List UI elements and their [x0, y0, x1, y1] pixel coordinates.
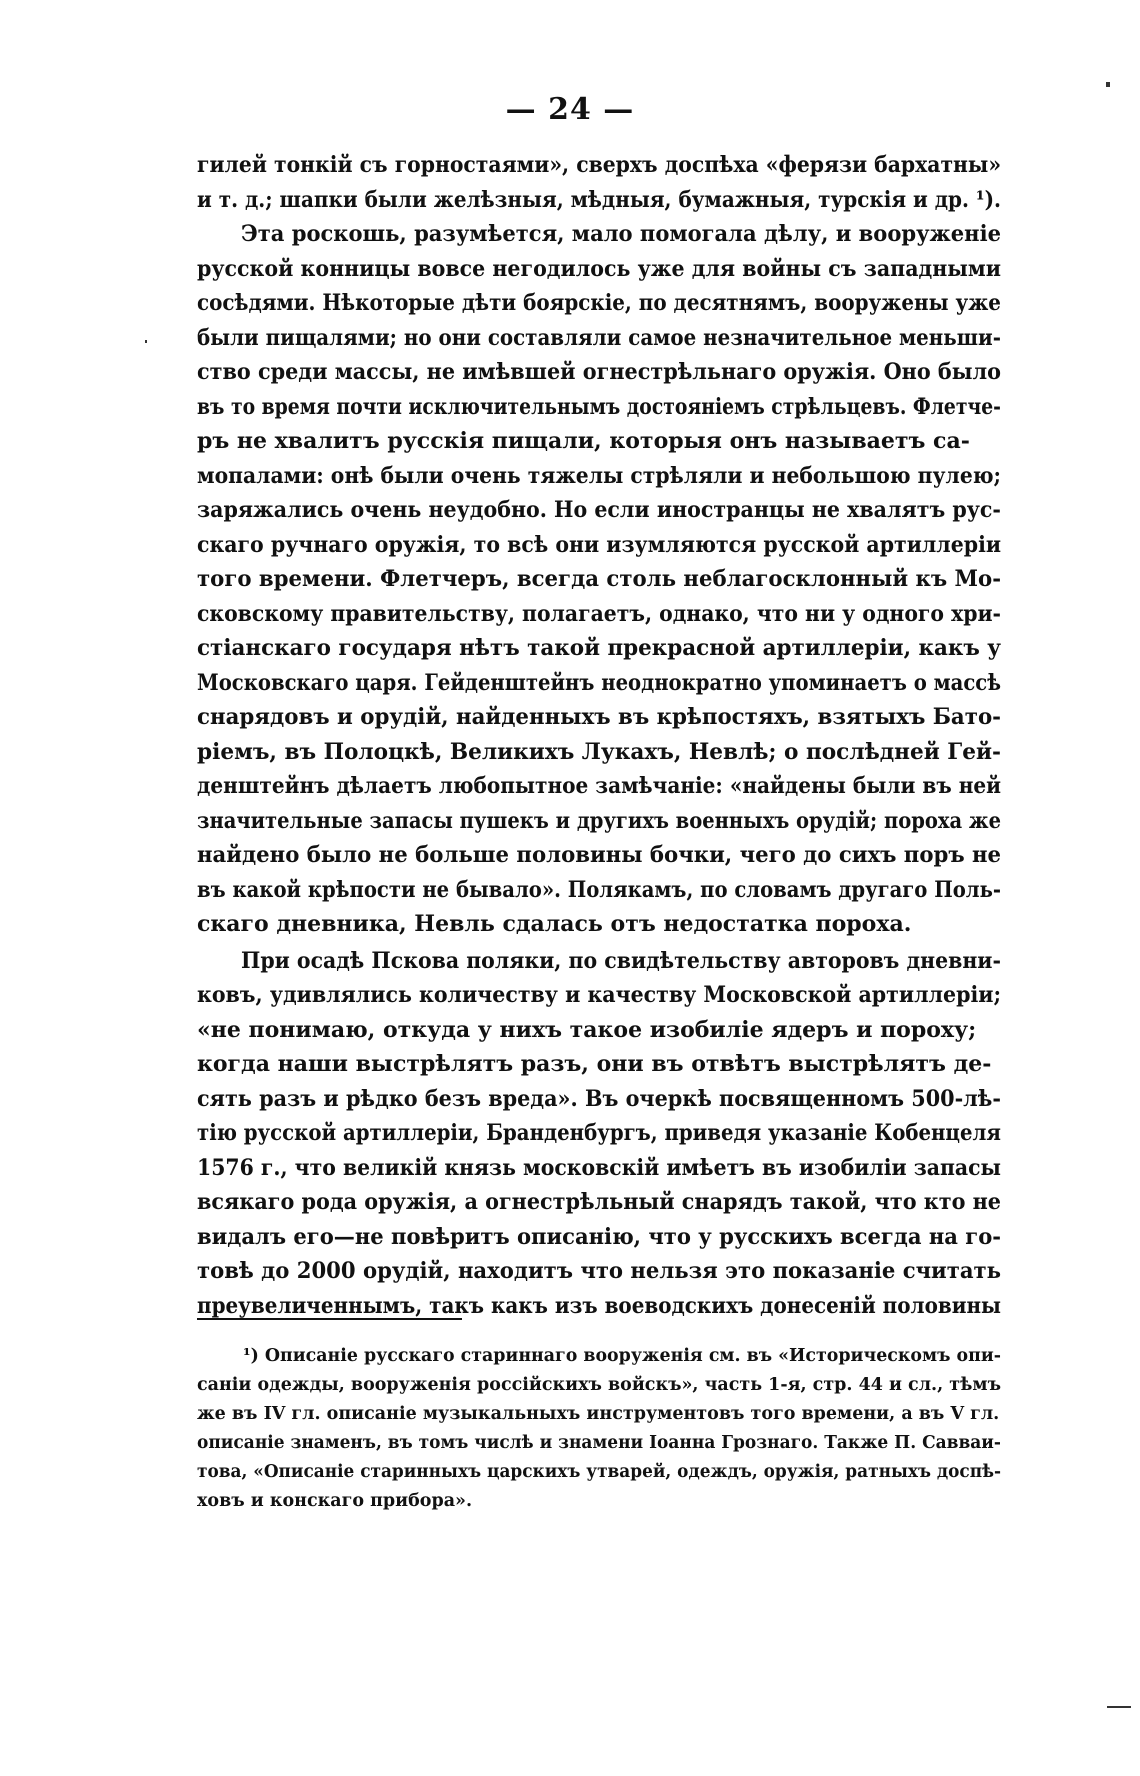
text-line: видалъ его—не повѣритъ описанію, что у русскихъ всегда на го- — [197, 1223, 1001, 1250]
text-line: когда наши выстрѣлятъ разъ, они въ отвѣтъ выстрѣлятъ де- — [197, 1051, 992, 1077]
text-line: заряжались очень неудобно. Но если иностранцы не хвалятъ рус- — [197, 497, 1001, 523]
text-line: тію русской артиллеріи, Бранденбургъ, приведя указаніе Кобенцеля — [197, 1120, 1001, 1146]
text-line: ковъ, удивлялись количеству и качеству Московской артиллеріи; — [197, 982, 1001, 1008]
footnote-line: това, «Описаніе старинныхъ царскихъ утварей, одеждъ, оружія, ратныхъ доспѣ- — [197, 1462, 1001, 1482]
text-line: сковскому правительству, полагаетъ, однако, что ни у одного хри- — [197, 600, 1001, 627]
scan-speck — [1106, 82, 1110, 87]
footnote-separator — [197, 1318, 462, 1320]
text-line: и т. д.; шапки были желѣзныя, мѣдныя, бумажныя, турскія и др. ¹). — [197, 186, 1001, 213]
text-line: снарядовъ и орудій, найденныхъ въ крѣпостяхъ, взятыхъ Бато- — [197, 704, 1001, 730]
text-line: денштейнъ дѣлаетъ любопытное замѣчаніе: «найдены были въ ней — [197, 773, 1001, 799]
text-line: всякаго рода оружія, а огнестрѣльный снарядъ такой, что кто не — [197, 1189, 1001, 1215]
paragraph-start-line: При осадѣ Пскова поляки, по свидѣтельству авторовъ дневни- — [241, 947, 1001, 974]
text-line: въ то время почти исключительнымъ достояніемъ стрѣльцевъ. Флетче- — [197, 393, 1001, 420]
text-line: русской конницы вовсе негодилось уже для войны съ западными — [197, 255, 1001, 282]
text-line: значительные запасы пушекъ и другихъ военныхъ орудій; пороха же — [197, 807, 1001, 834]
footnote-line: ховъ и конскаго прибора». — [197, 1491, 473, 1511]
page-number: — 24 — — [505, 92, 635, 127]
paragraph-start-line: Эта роскошь, разумѣется, мало помогала дѣлу, и вооруженіе — [241, 221, 1001, 247]
body-text — [197, 148, 1001, 1323]
text-line: того времени. Флетчеръ, всегда столь неблагосклонный къ Мо- — [197, 566, 1001, 592]
text-line: сять разъ и рѣдко безъ вреда». Въ очеркѣ посвященномъ 500-лѣ- — [197, 1085, 1001, 1112]
footnote-line: описаніе знаменъ, въ томъ числѣ и знамени Іоанна Грознаго. Также П. Савваи- — [197, 1433, 1001, 1453]
text-line: найдено было не больше половины бочки, чего до сихъ поръ не — [197, 842, 1001, 868]
text-line: скаго ручнаго оружія, то всѣ они изумляются русской артиллеріи — [197, 531, 1001, 558]
text-line: 1576 г., что великій князь московскій имѣетъ въ изобиліи запасы — [197, 1154, 1001, 1181]
text-line: въ какой крѣпости не бывало». Полякамъ, по словамъ другаго Поль- — [197, 876, 1001, 903]
text-line: сосѣдями. Нѣкоторые дѣти боярскіе, по десятнямъ, вооружены уже — [197, 290, 1001, 316]
scan-speck — [1107, 1706, 1131, 1708]
footnote-line: же въ IV гл. описаніе музыкальныхъ инструментовъ того времени, а въ V гл. — [197, 1404, 1000, 1424]
scan-speck — [145, 340, 147, 343]
text-line: скаго дневника, Невль сдалась отъ недостатка пороха. — [197, 911, 912, 937]
text-line: ство среди массы, не имѣвшей огнестрѣльнаго оружія. Оно было — [197, 359, 1001, 385]
text-line: преувеличеннымъ, такъ какъ изъ воеводскихъ донесеній половины — [197, 1292, 1001, 1319]
footnotes — [197, 1342, 1001, 1516]
text-line: ріемъ, въ Полоцкѣ, Великихъ Лукахъ, Невлѣ; о послѣдней Гей- — [197, 738, 1001, 765]
footnote-line: саніи одежды, вооруженія россійскихъ войскъ», часть 1-я, стр. 44 и сл., тѣмъ — [197, 1375, 1001, 1395]
text-line: были пищалями; но они составляли самое незначительное меньши- — [197, 324, 1001, 351]
text-line: стіанскаго государя нѣтъ такой прекрасной артиллеріи, какъ у — [197, 635, 1001, 661]
text-line: мопалами: онѣ были очень тяжелы стрѣляли и небольшою пулею; — [197, 462, 1001, 489]
text-line: товѣ до 2000 орудій, находитъ что нельзя это показаніе считать — [197, 1258, 1001, 1284]
text-line: Московскаго царя. Гейденштейнъ неоднократно упоминаетъ о массѣ — [197, 669, 1001, 696]
text-line: «не понимаю, откуда у нихъ такое изобиліе ядеръ и пороху; — [197, 1016, 977, 1043]
footnote-line: ¹) Описаніе русскаго стариннаго вооруженія см. въ «Историческомъ опи- — [243, 1346, 1001, 1366]
text-line: ръ не хвалитъ русскія пищали, которыя онъ называетъ са- — [197, 428, 970, 454]
text-line: гилей тонкій съ горностаями», сверхъ доспѣха «ферязи бархатны» — [197, 152, 1001, 178]
